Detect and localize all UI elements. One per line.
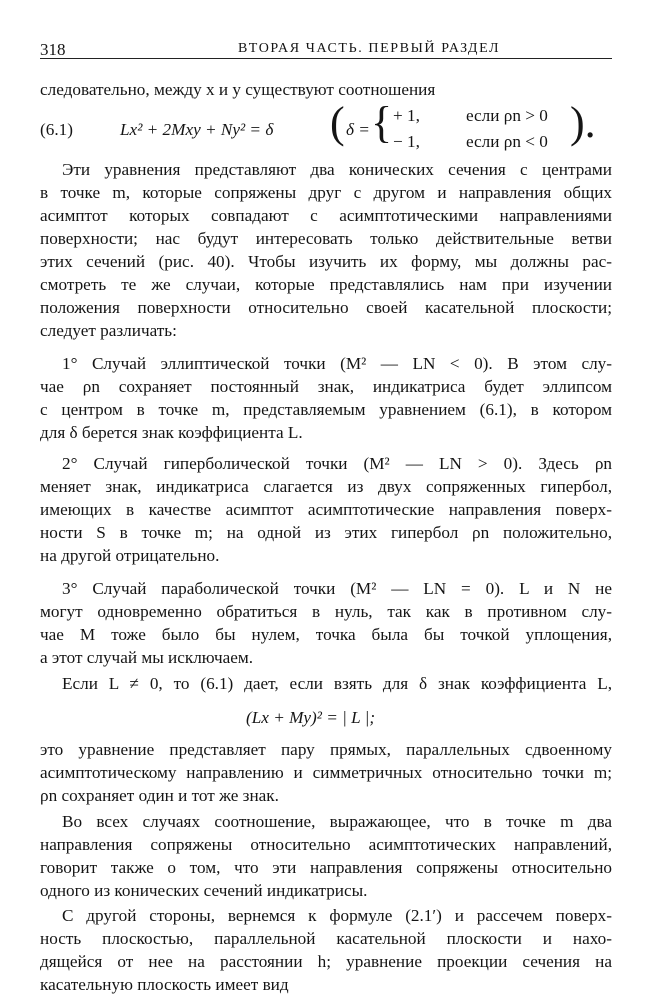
delta-label: δ = bbox=[346, 120, 370, 139]
text-line: 3° Случай параболической точки (M² — LN = 0). L и N не bbox=[62, 579, 612, 598]
text-line: смотреть те же случаи, которые представлялись нам при изучении bbox=[40, 275, 612, 294]
equation-6-1: Lx² + 2Mxy + Ny² = δ bbox=[120, 120, 274, 139]
running-header bbox=[40, 34, 612, 59]
text-line: поверхности; нас будут интересовать только действительные ветви bbox=[40, 229, 612, 248]
text-line: ности S в точке m; на одной из этих гипербол ρn положительно, bbox=[40, 523, 612, 542]
text-line: направления сопряжены относительно асимптотических направлений, bbox=[40, 835, 612, 854]
text-line: следует различать: bbox=[40, 321, 177, 340]
text-line: имеющих в качестве асимптот асимптотические направления поверх- bbox=[40, 500, 612, 519]
text-line: в точке m, которые сопряжены друг с другом и направления общих bbox=[40, 183, 612, 202]
text-line: одного из конических сечений индикатрисы. bbox=[40, 881, 368, 900]
text-line: говорит также о том, что эти направления сопряжены относительно bbox=[40, 858, 612, 877]
text-line: этих сечений (рис. 40). Чтобы изучить их форму, мы должны рас- bbox=[40, 252, 612, 271]
text-line: а этот случай мы исключаем. bbox=[40, 648, 254, 667]
intro-line: следовательно, между x и y существуют соотношения bbox=[40, 80, 436, 99]
text-line: С другой стороны, вернемся к формуле (2.1′) и рассечем поверх- bbox=[62, 906, 612, 925]
case-minus-value: − 1, bbox=[393, 132, 420, 151]
close-paren: ). bbox=[570, 98, 596, 147]
text-line: для δ берется знак коэффициента L. bbox=[40, 423, 303, 442]
text-line: асимптотическому направлению и симметричных относительно точки m; bbox=[40, 763, 612, 782]
text-line: Эти уравнения представляют два конических сечения с центрами bbox=[62, 160, 612, 179]
text-line: касательную плоскость имеет вид bbox=[40, 975, 289, 994]
text-line: ность плоскостью, параллельной касательной плоскости и нахо- bbox=[40, 929, 612, 948]
equation-pair-of-lines: (Lx + My)² = | L |; bbox=[246, 708, 376, 727]
text-line: Если L ≠ 0, то (6.1) дает, если взять для δ знак коэффициента L, bbox=[62, 674, 612, 693]
text-line: чае ρn сохраняет постоянный знак, индикатриса будет эллипсом bbox=[40, 377, 612, 396]
text-line: 1° Случай эллиптической точки (M² — LN < 0). В этом слу- bbox=[62, 354, 612, 373]
text-line: 2° Случай гиперболической точки (M² — LN > 0). Здесь ρn bbox=[62, 454, 612, 473]
text-line: асимптот которых совпадают с асимптотическими направлениями bbox=[40, 206, 612, 225]
text-line: ρn сохраняет один и тот же знак. bbox=[40, 786, 279, 805]
page-number: 318 bbox=[40, 40, 66, 59]
text-line: дящейся от нее на расстоянии h; уравнение проекции сечения на bbox=[40, 952, 612, 971]
text-line: чае M тоже было бы нулем, точка была бы точкой уплощения, bbox=[40, 625, 612, 644]
cases-brace: { bbox=[371, 98, 393, 147]
text-line: Во всех случаях соотношение, выражающее, что в точке m два bbox=[62, 812, 612, 831]
text-line: на другой отрицательно. bbox=[40, 546, 220, 565]
header-title: ВТОРАЯ ЧАСТЬ. ПЕРВЫЙ РАЗДЕЛ bbox=[238, 41, 501, 56]
text-line: меняет знак, индикатриса слагается из двух сопряженных гипербол, bbox=[40, 477, 612, 496]
text-line: могут одновременно обратиться в нуль, так как в противном слу- bbox=[40, 602, 612, 621]
case-plus-condition: если ρn > 0 bbox=[466, 106, 548, 125]
text-line: это уравнение представляет пару прямых, параллельных сдвоенному bbox=[40, 740, 612, 759]
equation-number: (6.1) bbox=[40, 120, 73, 139]
open-paren: ( bbox=[330, 98, 345, 147]
case-plus-value: + 1, bbox=[393, 106, 420, 125]
case-minus-condition: если ρn < 0 bbox=[466, 132, 548, 151]
text-line: положения поверхности относительно своей касательной плоскости; bbox=[40, 298, 612, 317]
text-line: с центром в точке m, представляемым уравнением (6.1), в котором bbox=[40, 400, 612, 419]
